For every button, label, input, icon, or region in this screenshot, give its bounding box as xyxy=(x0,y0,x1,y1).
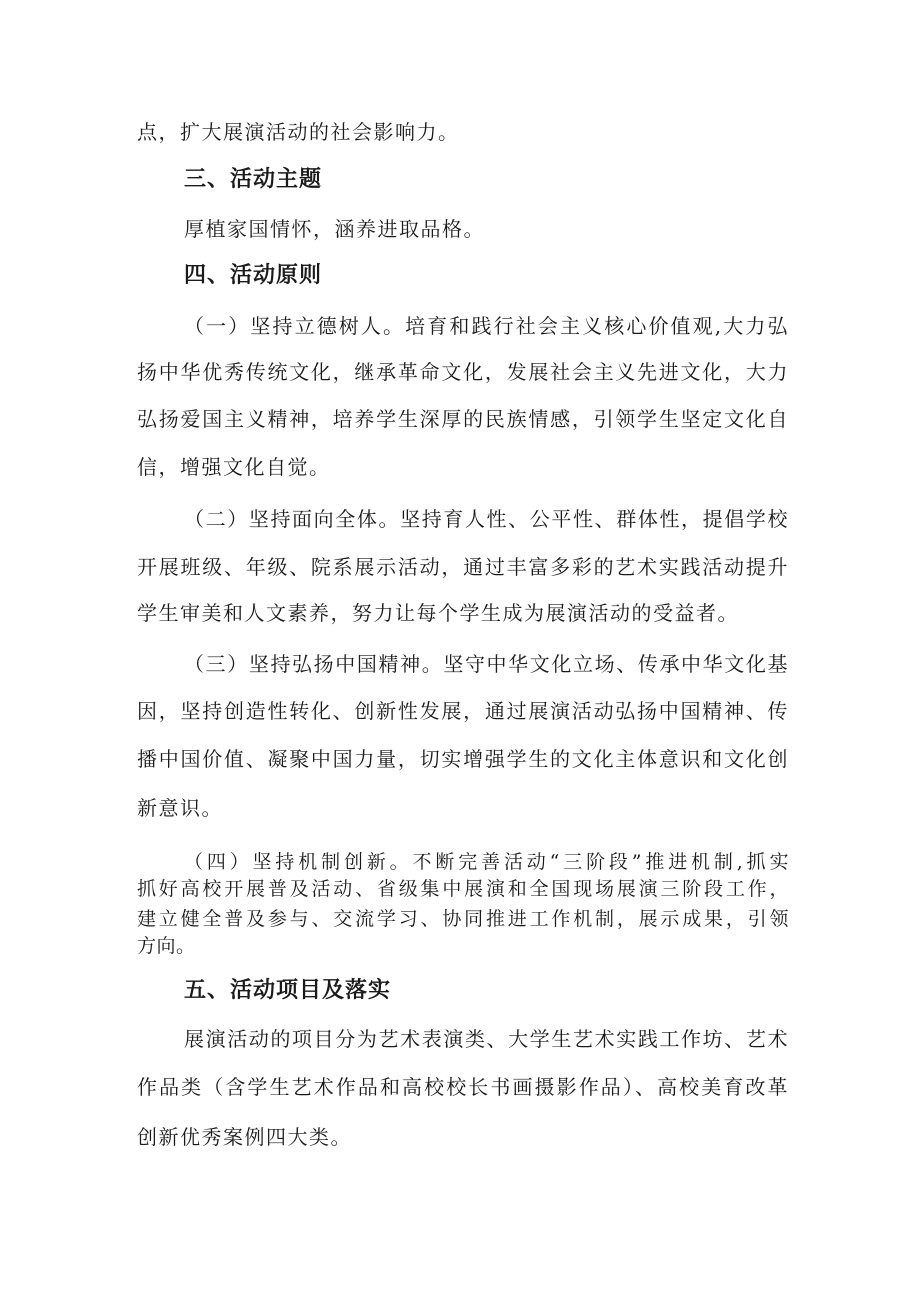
paragraph-line: 创新优秀案例四大类。 xyxy=(137,1125,352,1149)
paragraph-line: 展演活动的项目分为艺术表演类、大学生艺术实践工作坊、艺术 xyxy=(184,1027,789,1051)
paragraph-line: 学生审美和人文素养，努力让每个学生成为展演活动的受益者。 xyxy=(137,601,739,625)
paragraph-line: 抓好高校开展普及活动、省级集中展演和全国现场展演三阶段工作， xyxy=(137,878,789,900)
paragraph-line: 因，坚持创造性转化、创新性发展，通过展演活动弘扬中国精神、传 xyxy=(137,699,789,723)
paragraph-line: 建立健全普及参与、交流学习、协同推进工作机制，展示成果，引领 xyxy=(137,908,789,930)
paragraph-line: 信，增强文化自觉。 xyxy=(137,455,331,479)
section-heading-theme: 三、活动主题 xyxy=(184,167,323,192)
paragraph-line: （四）坚持机制创新。不断完善活动“三阶段”推进机制,抓实 xyxy=(184,851,789,873)
section-heading-principles: 四、活动原则 xyxy=(184,263,323,288)
section-heading-projects: 五、活动项目及落实 xyxy=(184,978,392,1003)
paragraph-line: 开展班级、年级、院系展示活动，通过丰富多彩的艺术实践活动提升 xyxy=(137,555,789,579)
paragraph-line: 厚植家国情怀，涵养进取品格。 xyxy=(184,217,485,241)
paragraph-line: 新意识。 xyxy=(137,796,223,820)
paragraph-line: 点，扩大展演活动的社会影响力。 xyxy=(137,120,460,144)
paragraph-line: （二）坚持面向全体。坚持育人性、公平性、群体性，提倡学校 xyxy=(184,507,789,531)
paragraph-line: 作品类（含学生艺术作品和高校校长书画摄影作品）、高校美育改革 xyxy=(137,1075,789,1099)
paragraph-line: 扬中华优秀传统文化，继承革命文化，发展社会主义先进文化，大力 xyxy=(137,360,789,384)
paragraph-line: 播中国价值、凝聚中国力量，切实增强学生的文化主体意识和文化创 xyxy=(137,747,789,771)
paragraph-line: （一）坚持立德树人。培育和践行社会主义核心价值观,大力弘 xyxy=(184,314,789,338)
paragraph-line: （三）坚持弘扬中国精神。坚守中华文化立场、传承中华文化基 xyxy=(184,652,789,676)
paragraph-line: 弘扬爱国主义精神，培养学生深厚的民族情感，引领学生坚定文化自 xyxy=(137,407,789,431)
paragraph-line: 方向。 xyxy=(137,935,196,957)
